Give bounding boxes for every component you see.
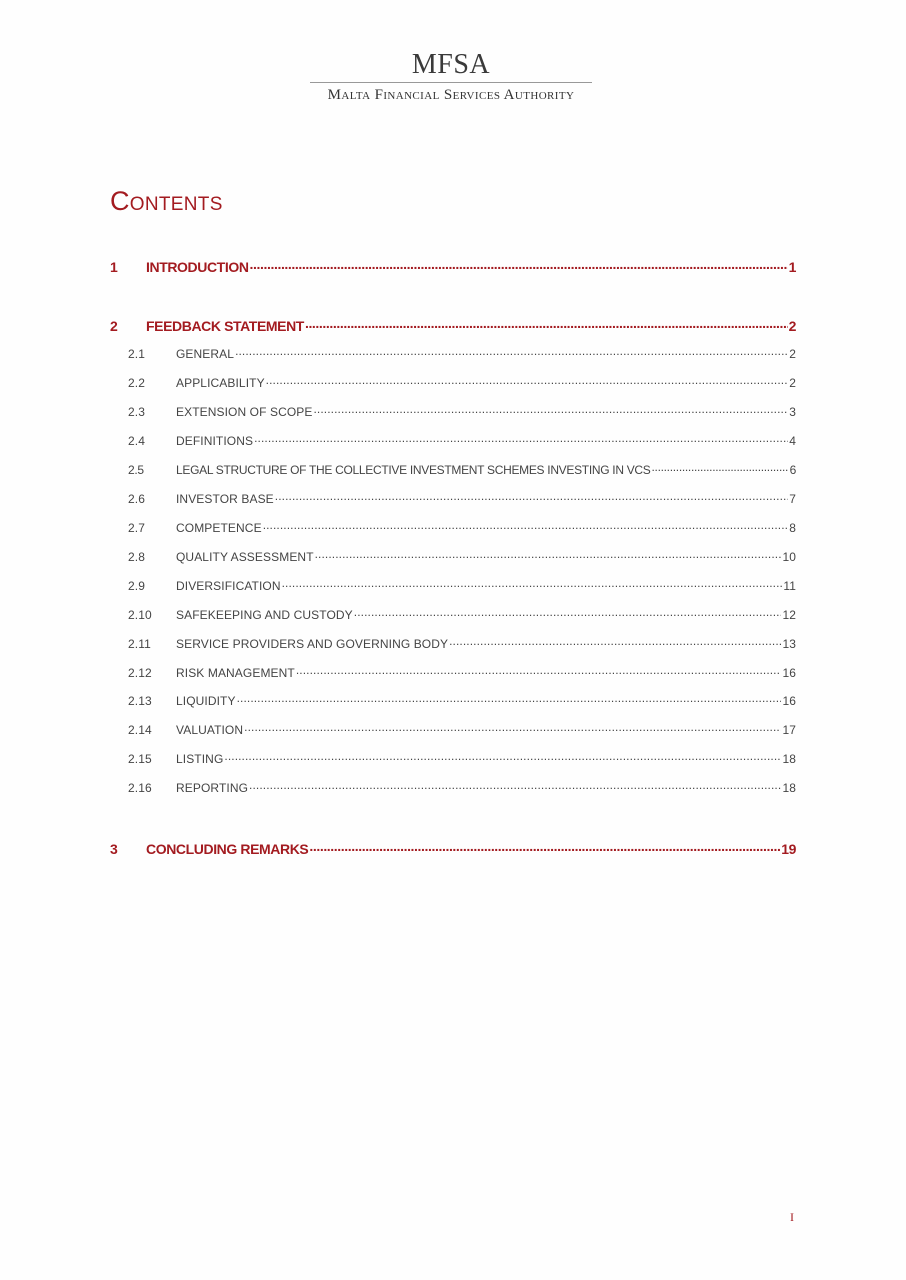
toc-entry-number: 2.9: [128, 579, 145, 593]
toc-entry-number: 2.3: [128, 405, 145, 419]
letterhead: [310, 50, 592, 104]
toc-entry-title: EXTENSION OF SCOPE: [176, 405, 313, 419]
toc-entry-number: 2.12: [128, 666, 152, 680]
toc-entry-title: LEGAL STRUCTURE OF THE COLLECTIVE INVESTMENT SCHEMES INVESTING IN VCS: [176, 463, 651, 477]
toc-entry[interactable]: [110, 751, 796, 766]
toc-dot-leader: [244, 722, 781, 734]
toc-dot-leader: [250, 258, 788, 272]
toc-entry-title: COMPETENCE: [176, 521, 262, 535]
toc-entry-page: 13: [782, 637, 796, 651]
toc-entry-page: 2: [788, 318, 796, 334]
toc-entry-number: 1: [110, 259, 118, 275]
toc-entry[interactable]: [110, 549, 796, 564]
toc-dot-leader: [309, 840, 780, 854]
toc-entry[interactable]: [110, 607, 796, 622]
toc-entry-page: 18: [782, 781, 796, 795]
toc-entry-number: 2.4: [128, 434, 145, 448]
toc-entry-title: GENERAL: [176, 347, 235, 361]
toc-entry-page: 1: [788, 259, 796, 275]
toc-entry-page: 3: [789, 405, 796, 419]
toc-entry-page: 18: [782, 752, 796, 766]
page-number: I: [790, 1210, 794, 1224]
toc-entry[interactable]: [110, 375, 796, 390]
toc-entry[interactable]: [110, 780, 796, 795]
toc-dot-leader: [235, 346, 788, 358]
toc-entry-title: FEEDBACK STATEMENT: [146, 318, 304, 334]
toc-entry-title: SERVICE PROVIDERS AND GOVERNING BODY: [176, 637, 449, 651]
toc-dot-leader: [249, 780, 781, 792]
toc-entry[interactable]: [110, 665, 796, 680]
toc-entry-title: DEFINITIONS: [176, 434, 254, 448]
toc-entry-title: RISK MANAGEMENT: [176, 666, 295, 680]
mfsa-logo: MFSA: [411, 49, 491, 80]
toc-entry[interactable]: [110, 840, 796, 857]
toc-entry-number: 2.1: [128, 347, 145, 361]
toc-dot-leader: [224, 751, 781, 763]
toc-entry-page: 10: [782, 550, 796, 564]
toc-entry-page: 2: [789, 376, 796, 390]
toc-entry-number: 2.13: [128, 694, 152, 708]
toc-entry-number: 2.6: [128, 492, 145, 506]
toc-entry[interactable]: [110, 578, 796, 593]
toc-entry[interactable]: [110, 462, 796, 477]
toc-entry-page: 4: [789, 434, 796, 448]
header-rule: [310, 82, 592, 83]
toc-entry[interactable]: [110, 346, 796, 361]
toc-dot-leader: [449, 636, 781, 648]
toc-entry-page: 6: [789, 463, 796, 477]
toc-entry-title: APPLICABILITY: [176, 376, 265, 390]
toc-entry-title: LIQUIDITY: [176, 694, 236, 708]
toc-dot-leader: [314, 404, 789, 416]
toc-entry-number: 2.15: [128, 752, 152, 766]
toc-entry-page: 17: [782, 723, 796, 737]
toc-entry-title: CONCLUDING REMARKS: [146, 841, 309, 857]
toc-dot-leader: [305, 317, 788, 331]
toc-entry[interactable]: [110, 317, 796, 334]
toc-dot-leader: [254, 433, 788, 445]
toc-dot-leader: [263, 520, 789, 532]
organization-name: Malta Financial Services Authority: [327, 87, 575, 103]
toc-entry-number: 2.7: [128, 521, 145, 535]
toc-entry-number: 2: [110, 318, 118, 334]
toc-entry-number: 2.11: [128, 637, 151, 651]
toc-entry-page: 2: [789, 347, 796, 361]
toc-entry[interactable]: [110, 636, 796, 651]
toc-dot-leader: [282, 578, 783, 590]
toc-entry-page: 8: [789, 521, 796, 535]
toc-entry-title: QUALITY ASSESSMENT: [176, 550, 314, 564]
toc-dot-leader: [652, 462, 789, 474]
toc-entry-title: REPORTING: [176, 781, 249, 795]
contents-heading: Contents: [110, 186, 223, 216]
toc-entry-title: INTRODUCTION: [146, 259, 249, 275]
toc-entry-page: 11: [783, 579, 796, 593]
toc-entry-number: 2.8: [128, 550, 145, 564]
toc-dot-leader: [237, 693, 782, 705]
toc-entry-title: SAFEKEEPING AND CUSTODY: [176, 608, 353, 622]
toc-entry-number: 3: [110, 841, 118, 857]
toc-entry[interactable]: [110, 693, 796, 708]
toc-entry-page: 12: [782, 608, 796, 622]
toc-entry-title: LISTING: [176, 752, 224, 766]
toc-entry-page: 16: [782, 666, 796, 680]
toc-entry-number: 2.16: [128, 781, 152, 795]
toc-dot-leader: [296, 665, 782, 677]
toc-dot-leader: [315, 549, 782, 561]
toc-entry-page: 16: [782, 694, 796, 708]
toc-entry-title: DIVERSIFICATION: [176, 579, 281, 593]
toc-entry-number: 2.2: [128, 376, 145, 390]
toc-dot-leader: [275, 491, 788, 503]
toc-entry[interactable]: [110, 404, 796, 419]
toc-entry[interactable]: [110, 258, 796, 275]
toc-entry[interactable]: [110, 491, 796, 506]
toc-entry[interactable]: [110, 520, 796, 535]
toc-entry-page: 19: [781, 841, 796, 857]
toc-entry-page: 7: [789, 492, 796, 506]
toc-entry-title: INVESTOR BASE: [176, 492, 274, 506]
toc-entry-number: 2.14: [128, 723, 152, 737]
toc-dot-leader: [354, 607, 782, 619]
toc-entry-title: VALUATION: [176, 723, 244, 737]
toc-entry[interactable]: [110, 722, 796, 737]
toc-entry[interactable]: [110, 433, 796, 448]
toc-dot-leader: [266, 375, 789, 387]
toc-entry-number: 2.5: [128, 463, 144, 477]
toc-entry-number: 2.10: [128, 608, 152, 622]
